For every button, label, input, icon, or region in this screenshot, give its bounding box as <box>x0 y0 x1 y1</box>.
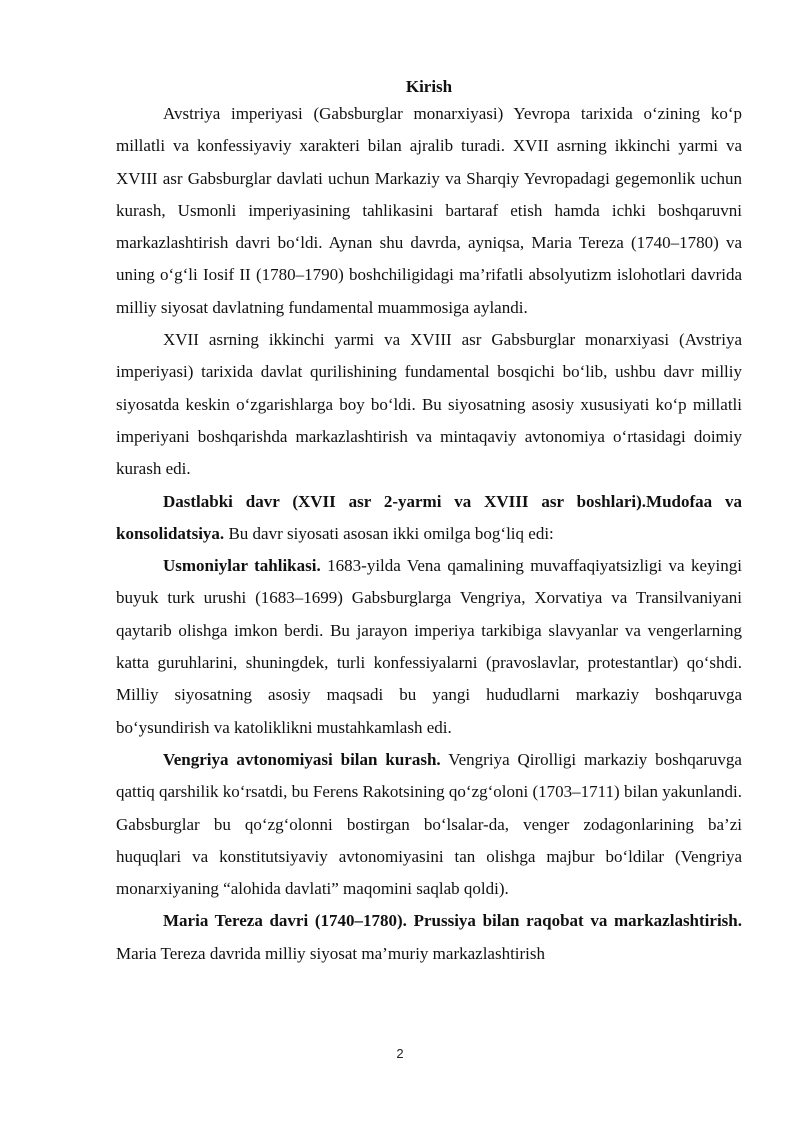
section-title: Kirish <box>405 77 453 96</box>
page-number: 2 <box>396 1046 404 1061</box>
paragraph-hungary-autonomy <box>116 744 742 905</box>
paragraph-ottoman-threat <box>116 550 742 744</box>
paragraph-text: 1683-yilda Vena qamalining muvaffaqiyatsizligi va keyingi buyuk turk urushi (1683–1699) Gabsburglarga Vengriya, Xorvatiya va Transilvaniyani qaytarib olishga imkon berdi. Bu jarayon imperiya tarkibiga slavyanlar va vengerlarning katta guruhlarini, shuningdek, turli konfessiyalarni (pravoslavlar, protestantlar) qo‘shdi. Milliy siyosatning asosiy maqsadi bu yangi hududlarni markaziy boshqaruvga bo‘ysundirish va katoliklikni mustahkamlash edi. <box>116 556 742 737</box>
paragraph-text: Avstriya imperiyasi (Gabsburglar monarxiyasi) Yevropa tarixida o‘zining ko‘p millatli va konfessiyaviy xarakteri bilan ajralib turadi. XVII asrning ikkinchi yarmi va XVIII asr Gabsburglar davlati uchun Markaziy va Sharqiy Yevropadagi gegemonlik uchun kurash, Usmonli imperiyasining tahlikasini bartaraf etish hamda ichki boshqaruvni markazlashtirish davri bo‘ldi. Aynan shu davrda, ayniqsa, Maria Tereza (1740–1780) va uning o‘g‘li Iosif II (1780–1790) boshchiligidagi ma’rifatli absolyutizm islohotlari davrida milliy siyosat davlatning fundamental muammosiga aylandi. <box>116 104 742 317</box>
paragraph-early-period <box>116 486 742 551</box>
paragraph-heading: Dastlabki davr (XVII asr 2-yarmi va XVIII asr boshlari).Mudofaa va konsolidatsiya. <box>116 491 742 543</box>
paragraph-intro <box>116 98 742 324</box>
paragraph-text: Maria Tereza davrida milliy siyosat ma’muriy markazlashtirish <box>116 943 546 963</box>
paragraph-maria-theresa <box>116 905 742 970</box>
paragraph-text: XVII asrning ikkinchi yarmi va XVIII asr Gabsburglar monarxiyasi (Avstriya imperiyasi) tarixida davlat qurilishining fundamental bosqichi bo‘lib, ushbu davr milliy siyosatda keskin o‘zgarishlarga boy bo‘ldi. Bu siyosatning asosiy xususiyati ko‘p millatli imperiyani boshqarishda markazlashtirish va mintaqaviy avtonomiya o‘rtasidagi doimiy kurash edi. <box>116 330 742 479</box>
paragraph-overview <box>116 324 742 485</box>
document-page <box>116 76 742 970</box>
paragraph-heading: Usmoniylar tahlikasi. <box>163 556 321 576</box>
paragraph-text: Vengriya Qirolligi markaziy boshqaruvga qattiq qarshilik ko‘rsatdi, bu Ferens Rakotsining qo‘zg‘oloni (1703–1711) bilan yakunlandi. Gabsburglar bu qo‘zg‘olonni bostirgan bo‘lsalar-da, venger zodagonlarining ba’zi huquqlari va konstitutsiyaviy avtonomiyasini tan olishga majbur bo‘ldilar (Vengriya monarxiyaning “alohida davlati” maqomini saqlab qoldi). <box>116 749 742 899</box>
paragraph-heading: Vengriya avtonomiyasi bilan kurash. <box>163 749 441 769</box>
paragraph-heading: Maria Tereza davri (1740–1780). Prussiya bilan raqobat va markazlashtirish. <box>163 911 742 931</box>
paragraph-text: Bu davr siyosati asosan ikki omilga bog‘liq edi: <box>224 523 554 543</box>
